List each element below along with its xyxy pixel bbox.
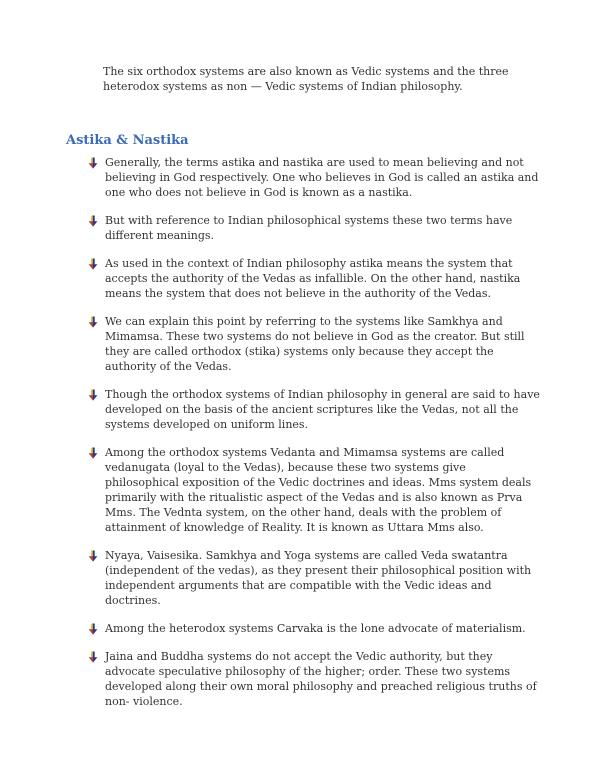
bullet-text: Generally, the terms astika and nastika are used to mean believing and not believing in God respectively. One who believes in God is called an astika and one who does not believe in God is known as a nastika.	[105, 156, 539, 199]
down-arrow-bullet-icon	[88, 258, 98, 270]
section-heading: Astika & Nastika	[66, 133, 189, 148]
bullet-text: Jaina and Buddha systems do not accept the Vedic authority, but they advocate speculative philosophy of the higher; order. These two systems developed along their own moral philosophy and preached religious truths of non- violence.	[105, 650, 537, 708]
bullet-item	[105, 155, 542, 200]
bullet-item	[105, 445, 542, 535]
bullet-item	[105, 256, 542, 301]
bullet-text: We can explain this point by referring to the systems like Samkhya and Mimamsa. These two systems do not believe in God as the creator. But still they are called orthodox (stika) systems only because they accept the authority of the Vedas.	[105, 315, 525, 373]
bullet-item	[105, 387, 542, 432]
bullet-item	[105, 621, 542, 636]
down-arrow-bullet-icon	[88, 447, 98, 459]
down-arrow-bullet-icon	[88, 389, 98, 401]
down-arrow-bullet-icon	[88, 623, 98, 635]
page-content	[66, 64, 542, 722]
bullet-item	[105, 314, 542, 374]
down-arrow-bullet-icon	[88, 157, 98, 169]
down-arrow-bullet-icon	[88, 550, 98, 562]
bullet-text: Though the orthodox systems of Indian philosophy in general are said to have developed on the basis of the ancient scriptures like the Vedas, not all the systems developed on uniform lines.	[105, 388, 540, 431]
bullet-item	[105, 548, 542, 608]
down-arrow-bullet-icon	[88, 316, 98, 328]
bullet-item	[105, 649, 542, 709]
bullet-item	[105, 213, 542, 243]
down-arrow-bullet-icon	[88, 651, 98, 663]
bullet-text: But with reference to Indian philosophical systems these two terms have different meanings.	[105, 214, 513, 242]
bullet-text: Nyaya, Vaisesika. Samkhya and Yoga systems are called Veda swatantra (independent of the vedas), as they present their philosophical position with independent arguments that are compatible with the Vedic ideas and doctrines.	[105, 549, 532, 607]
bullet-list	[66, 155, 542, 709]
bullet-text: Among the orthodox systems Vedanta and Mimamsa systems are called vedanugata (loyal to the Vedas), because these two systems give philosophical exposition of the Vedic doctrines and ideas. Mms system deals primarily with the ritualistic aspect of the Vedas and is also known as Prva Mms. The Vednta system, on the other hand, deals with the problem of attainment of knowledge of Reality. It is known as Uttara Mms also.	[105, 446, 532, 534]
bullet-text: As used in the context of Indian philosophy astika means the system that accepts the authority of the Vedas as infallible. On the other hand, nastika means the system that does not believe in the authority of the Vedas.	[105, 257, 521, 300]
intro-paragraph: The six orthodox systems are also known as Vedic systems and the three heterodox systems as non — Vedic systems of Indian philosophy.	[103, 65, 509, 93]
bullet-text: Among the heterodox systems Carvaka is the lone advocate of materialism.	[105, 622, 526, 635]
down-arrow-bullet-icon	[88, 215, 98, 227]
